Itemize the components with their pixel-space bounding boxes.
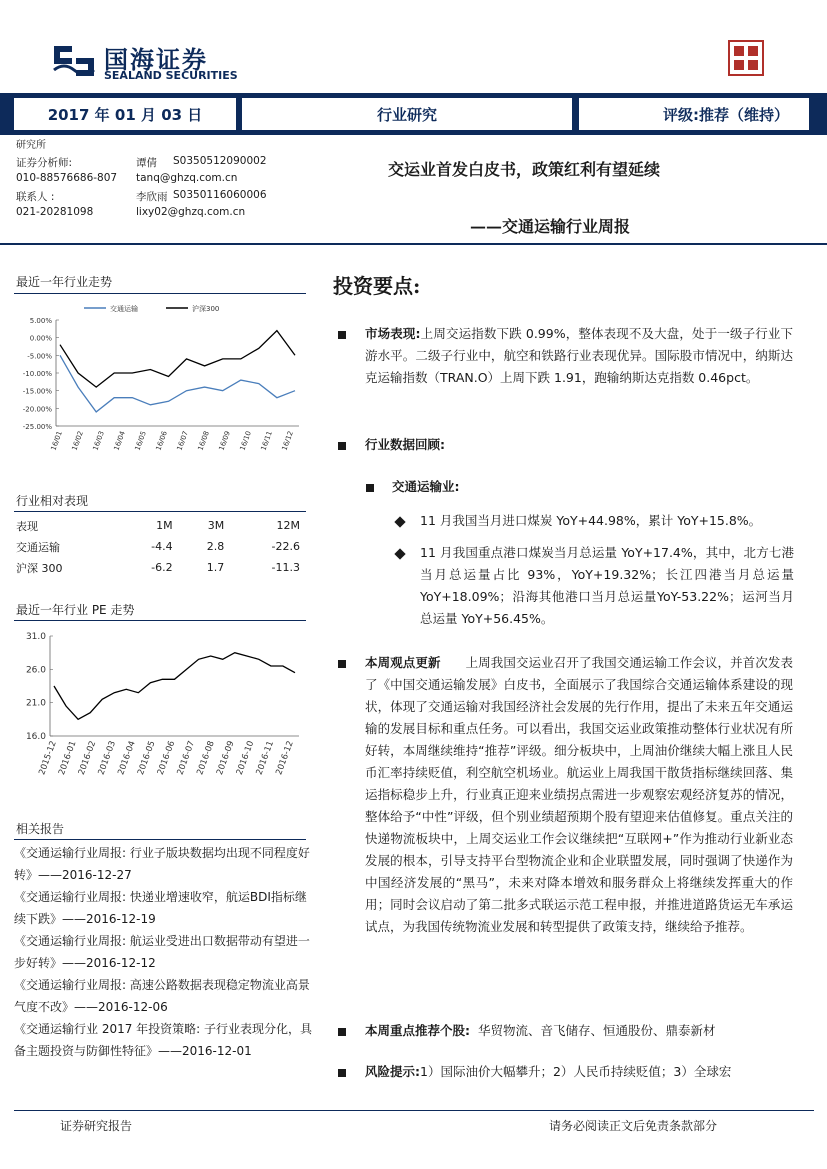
y-tick-label: 21.0 — [25, 698, 46, 709]
table-cell: -4.4 — [151, 540, 173, 553]
y-tick-label: -10.00% — [22, 370, 52, 378]
analyst-name: 谭倩 — [136, 157, 157, 169]
analyst-id: S0350512090002 — [173, 155, 267, 167]
bullet-square-icon — [366, 484, 374, 492]
contact-role: 联系人 : — [16, 191, 55, 203]
x-tick-label: 2016-01 — [57, 739, 79, 777]
x-tick-label: 16/06 — [154, 429, 169, 452]
research-seal-icon — [728, 40, 764, 76]
market-label: 市场表现: — [365, 326, 421, 341]
divider — [14, 839, 306, 840]
table-header: 1M — [156, 519, 173, 532]
table-cell: -6.2 — [151, 561, 173, 574]
perf-table-title: 行业相对表现 — [16, 494, 89, 508]
y-tick-label: -15.00% — [22, 387, 52, 396]
x-tick-label: 16/12 — [280, 429, 295, 452]
table-header: 3M — [207, 519, 225, 532]
risk-text: 1）国际油价大幅攀升；2）人民币持续贬值；3）全球宏 — [420, 1064, 732, 1079]
risk-paragraph — [365, 1061, 805, 1083]
pe-trend-chart — [14, 626, 306, 806]
x-tick-label: 2016-08 — [195, 739, 217, 777]
table-row — [16, 557, 306, 578]
legend-label: 交通运输 — [110, 305, 138, 313]
bullet-square-icon — [338, 660, 346, 668]
risk-label: 风险提示: — [365, 1064, 420, 1079]
perf-table — [16, 515, 306, 578]
header-bar — [0, 93, 827, 135]
x-tick-label: 16/01 — [49, 429, 64, 452]
x-tick-label: 16/09 — [217, 429, 232, 452]
industry-trend-chart — [14, 298, 306, 476]
sealand-logo-icon — [52, 44, 96, 78]
x-tick-label: 2016-03 — [96, 739, 119, 777]
x-tick-label: 16/03 — [91, 429, 106, 452]
x-tick-label: 2016-12 — [274, 739, 296, 777]
x-tick-label: 2016-02 — [76, 739, 99, 777]
x-tick-label: 2016-10 — [234, 739, 257, 777]
table-header: 12M — [276, 519, 300, 532]
related-report-link[interactable]: 《交通运输行业周报: 快递业增速收窄，航运BDI指标继续下跌》——2016-12-19 — [14, 890, 307, 926]
picks-paragraph — [365, 1020, 793, 1042]
x-tick-label: 2015-12 — [37, 739, 59, 777]
bullet-square-icon — [338, 1069, 346, 1077]
footer-divider — [14, 1110, 814, 1111]
bullet-diamond-icon — [394, 548, 405, 559]
report-title: 交运业首发白皮书，政策红利有望延续 — [388, 160, 661, 179]
table-cell: 交通运输 — [16, 540, 60, 554]
table-header: 表现 — [16, 519, 38, 533]
bullet-diamond-icon — [394, 516, 405, 527]
divider — [14, 620, 306, 621]
brand-name-en: SEALAND SECURITIES — [104, 69, 238, 82]
transport-label: 交通运输业: — [392, 479, 460, 494]
pe-chart-title: 最近一年行业 PE 走势 — [16, 603, 135, 617]
table-cell: 2.8 — [206, 540, 225, 553]
related-report-link[interactable]: 《交通运输行业周报: 高速公路数据表现稳定物流业高景气度不改》——2016-12-06 — [14, 978, 310, 1014]
x-tick-label: 16/11 — [259, 429, 274, 452]
market-text: 上周交运指数下跌 0.99%，整体表现不及大盘，处于一级子行业下游水平。二级子行业中，航空和铁路行业表现优异。国际股市情况中，纳斯达克运输指数（TRAN.O）上周下跌 1.91，跑输纳斯达克指数 0.46pct。 — [365, 326, 794, 385]
weekly-view-paragraph — [365, 652, 793, 938]
x-tick-label: 16/04 — [112, 429, 127, 452]
x-tick-label: 16/08 — [196, 429, 211, 452]
y-tick-label: 5.00% — [29, 317, 52, 325]
contact-id: S0350116060006 — [173, 189, 267, 201]
bullet-coal-import: 11 月我国当月进口煤炭 YoY+44.98%，累计 YoY+15.8%。 — [420, 513, 762, 528]
contact-email[interactable]: lixy02@ghzq.com.cn — [136, 206, 246, 218]
related-reports-title: 相关报告 — [16, 822, 65, 836]
analyst-email[interactable]: tanq@ghzq.com.cn — [136, 172, 238, 184]
picks-label: 本周重点推荐个股: — [365, 1023, 470, 1038]
x-tick-label: 2016-05 — [136, 739, 158, 777]
related-report-link[interactable]: 《交通运输行业周报: 行业子版块数据均出现不同程度好转》——2016-12-27 — [14, 846, 310, 882]
series-line-交通运输 — [60, 355, 295, 412]
report-subtitle: ——交通运输行业周报 — [470, 217, 631, 236]
x-tick-label: 2016-04 — [116, 739, 138, 777]
analyst-phone: 010-88576686-807 — [16, 172, 118, 184]
y-tick-label: 26.0 — [25, 665, 46, 676]
bullet-square-icon — [338, 442, 346, 450]
table-cell: -22.6 — [271, 540, 300, 553]
related-report-link[interactable]: 《交通运输行业 2017 年投资策略: 子行业表现分化，具备主题投资与防御性特征》——2016-12-01 — [14, 1022, 313, 1058]
y-tick-label: 0.00% — [29, 334, 52, 343]
table-cell: 沪深 300 — [16, 561, 63, 575]
contact-name: 李欣雨 — [136, 191, 168, 203]
contact-phone: 021-20281098 — [16, 206, 94, 218]
series-line-沪深300 — [60, 331, 295, 388]
data-review-label: 行业数据回顾: — [365, 437, 445, 452]
report-type: 行业研究 — [242, 98, 572, 130]
bullet-port-coal: 11 月我国重点港口煤炭当月总运量 YoY+17.4%，其中，北方七港当月总运量占比 93%，YoY+19.32%；长江四港当月总运量 YoY+18.09%；沿海其他港口当月总运量YoY-53.22%；运河当月总运量 YoY+56.45%。 — [420, 545, 794, 626]
related-report-link[interactable]: 《交通运输行业周报: 航运业受进出口数据带动有望进一步好转》——2016-12-12 — [14, 934, 310, 970]
table-cell: -11.3 — [271, 561, 300, 574]
x-tick-label: 16/02 — [70, 429, 85, 452]
series-line-PE — [54, 653, 295, 720]
weekly-view-label: 本周观点更新 — [365, 655, 441, 670]
institute-label: 研究所 — [16, 140, 46, 151]
y-tick-label: -25.00% — [22, 423, 52, 431]
legend-label: 沪深300 — [192, 305, 220, 313]
header-separator — [0, 243, 827, 245]
divider — [14, 293, 306, 294]
x-tick-label: 2016-09 — [215, 739, 237, 777]
x-tick-label: 16/10 — [238, 429, 253, 452]
trend-chart-title: 最近一年行业走势 — [16, 275, 113, 289]
picks-text: 华贸物流、音飞储存、恒通股份、鼎泰新材 — [478, 1023, 716, 1038]
brand-name-cn: 国海证券 — [104, 46, 208, 74]
table-header-row — [16, 515, 306, 536]
footer-left-text: 证券研究报告 — [60, 1119, 133, 1133]
table-cell: 1.7 — [206, 561, 225, 574]
table-row — [16, 536, 306, 557]
bullet-square-icon — [338, 331, 346, 339]
analyst-role: 证券分析师: — [16, 157, 73, 169]
y-tick-label: -5.00% — [27, 352, 52, 361]
investment-highlights-title: 投资要点: — [333, 274, 421, 298]
x-tick-label: 2016-11 — [254, 739, 277, 777]
bullet-square-icon — [338, 1028, 346, 1036]
y-tick-label: 16.0 — [25, 732, 46, 742]
footer-disclaimer[interactable]: 请务必阅读正文后免责条款部分 — [549, 1119, 718, 1133]
x-tick-label: 2016-07 — [175, 739, 198, 777]
y-tick-label: 31.0 — [25, 632, 46, 642]
market-paragraph — [365, 323, 793, 389]
rating: 评级:推荐（维持） — [579, 98, 809, 130]
weekly-view-text: 上周我国交运业召开了我国交通运输工作会议，并首次发表了《中国交通运输发展》白皮书，全面展示了我国综合交通运输体系建设的现状，体现了交通运输对我国经济社会发展的先行作用，提出了未来五年交通运输的发展目标和重点任务。可以看出，我国交运业政策推动整体行业状况有所好转，本周继续维持“推荐”评级。细分板块中，上周油价继续大幅上涨且人民币汇率持续贬值，利空航空机场业。航运业上周我国干散货指标继续回落、集运指标稳步上升，行业真正迎来业绩拐点需进一步观察宏观经济复苏的情况，整体给予“中性”评级，但个别业绩超预期个股有望迎来估值修复。重点关注的快递物流板块中，上周交运业工作会议继续把“互联网+”作为推动行业新业态发展的根本，引导支持平台型物流企业和企业联盟发展，同时强调了快递作为中国经济发展的“黑马”，未来对降本增效和服务群众上将继续发挥重大的作用；同时会议启动了第二批多式联运示范工程申报，并推进道路货运无车承运试点，为我国传统物流业发展和转型提供了政策支持，继续给予推荐。 — [365, 655, 793, 934]
x-tick-label: 16/05 — [133, 429, 148, 452]
divider — [14, 511, 306, 512]
y-tick-label: -20.00% — [22, 405, 52, 414]
x-tick-label: 2016-06 — [155, 739, 178, 777]
report-date: 2017 年 01 月 03 日 — [14, 98, 236, 130]
x-tick-label: 16/07 — [175, 429, 190, 452]
